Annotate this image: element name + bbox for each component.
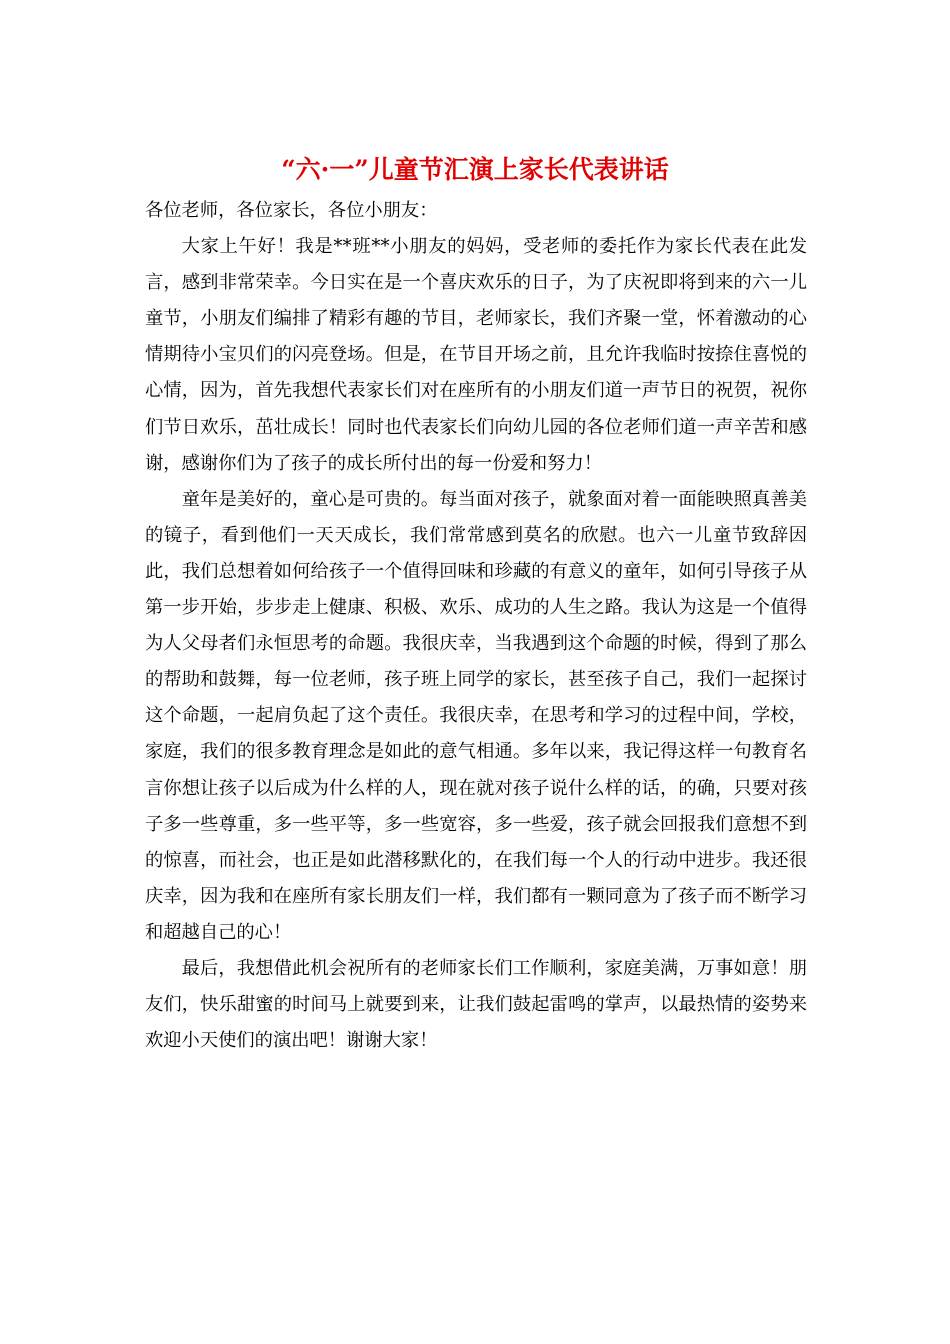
salutation: 各位老师，各位家长，各位小朋友： <box>145 200 438 221</box>
paragraph-closing: 最后，我想借此机会祝所有的老师家长们工作顺利，家庭美满，万事如意！朋友们，快乐甜蜜的时间马上就要到来，让我们鼓起雷鸣的掌声，以最热情的姿势来欢迎小天使们的演出吧！谢谢大家！ <box>145 957 807 1052</box>
document-body <box>145 193 807 1059</box>
paragraph-opening: 大家上午好！我是**班**小朋友的妈妈，受老师的委托作为家长代表在此发言，感到非常荣幸。今日实在是一个喜庆欢乐的日子，为了庆祝即将到来的六一儿童节，小朋友们编排了精彩有趣的节目，老师家长，我们齐聚一堂，怀着激动的心情期待小宝贝们的闪亮登场。但是，在节目开场之前，且允许我临时按捺住喜悦的心情，因为，首先我想代表家长们对在座所有的小朋友们道一声节日的祝贺，祝你们节日欢乐，茁壮成长！同时也代表家长们向幼儿园的各位老师们道一声辛苦和感谢，感谢你们为了孩子的成长所付出的每一份爱和努力！ <box>145 236 807 474</box>
document-title: “六·一”儿童节汇演上家长代表讲话 <box>281 155 669 184</box>
paragraph-childhood: 童年是美好的，童心是可贵的。每当面对孩子，就象面对着一面能映照真善美的镜子，看到他们一天天成长，我们常常感到莫名的欣慰。也六一儿童节致辞因此，我们总想着如何给孩子一个值得回味和珍藏的有意义的童年，如何引导孩子从第一步开始，步步走上健康、积极、欢乐、成功的人生之路。我认为这是一个值得为人父母者们永恒思考的命题。我很庆幸，当我遇到这个命题的时候，得到了那么的帮助和鼓舞，每一位老师，孩子班上同学的家长，甚至孩子自己，我们一起探讨这个命题，一起肩负起了这个责任。我很庆幸，在思考和学习的过程中间，学校，家庭，我们的很多教育理念是如此的意气相通。多年以来，我记得这样一句教育名言你想让孩子以后成为什么样的人，现在就对孩子说什么样的话，的确，只要对孩子多一些尊重，多一些平等，多一些宽容，多一些爱，孩子就会回报我们意想不到的惊喜，而社会，也正是如此潜移默化的，在我们每一个人的行动中进步。我还很庆幸，因为我和在座所有家长朋友们一样，我们都有一颗同意为了孩子而不断学习和超越自己的心！ <box>145 488 807 943</box>
